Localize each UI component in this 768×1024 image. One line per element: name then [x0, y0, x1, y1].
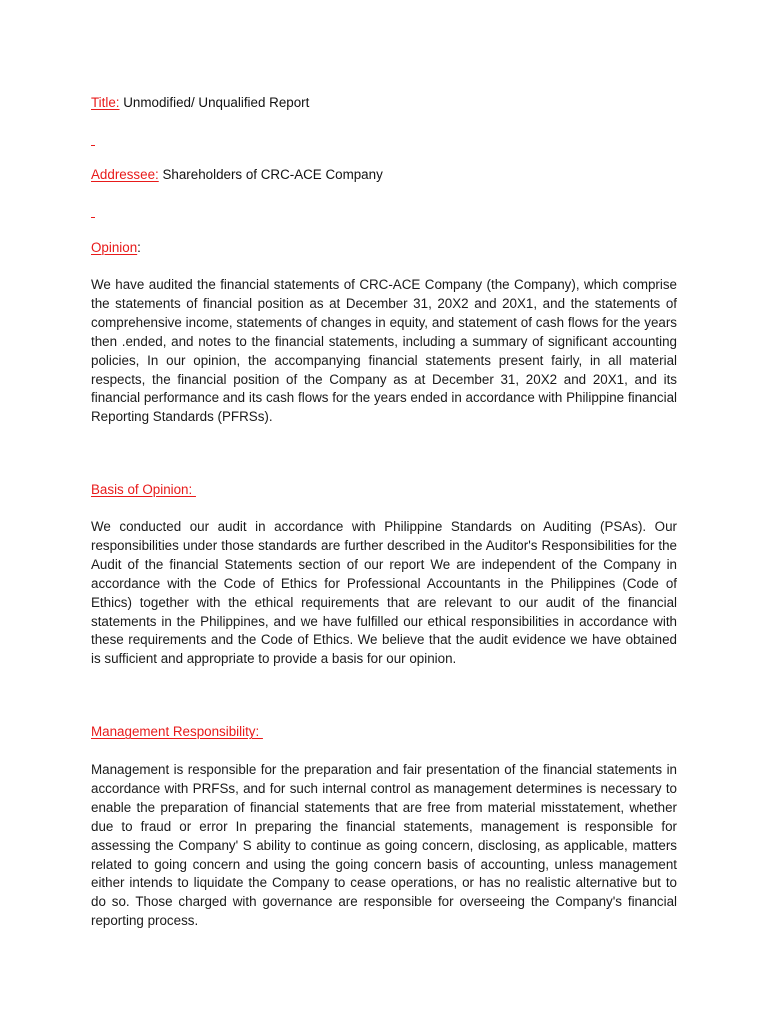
opinion-paragraph: We have audited the financial statements of CRC-ACE Company (the Company), which comprise the statements of financial position as at December 31, 20X2 and 20X1, and the statements of comprehensive income, statements of changes in equity, and statement of cash flows for the years then .ended, and notes to the financial statements, including a summary of significant accounting policies, In our opinion, the accompanying financial statements present fairly, in all material respects, the financial position of the Company as at December 31, 20X2 and 20X1, and its financial performance and its cash flows for the years ended in accordance with Philippine financial Reporting Standards (PFRSs).	[91, 277, 677, 425]
management-paragraph: Management is responsible for the preparation and fair presentation of the financial statements in accordance with PRFSs, and for such internal control as management determines is necessary to enable the preparation of financial statements that are free from material misstatement, whether due to fraud or error In preparing the financial statements, management is responsible for assessing the Company' S ability to continue as going concern, disclosing, as applicable, matters related to going concern and using the going concern basis of accounting, unless management either intends to liquidate the Company to cease operations, or has no realistic alternative but to do so. Those charged with governance are responsible for overseeing the Company's financial reporting process.	[91, 762, 677, 929]
management-label: Management Responsibility:	[91, 724, 263, 739]
title-line	[91, 95, 309, 111]
title-label: Title:	[91, 95, 120, 110]
basis-paragraph: We conducted our audit in accordance with Philippine Standards on Auditing (PSAs). Our responsibilities under those standards are further described in the Auditor's Responsibilities for the Audit of the financial Statements section of our report We are independent of the Company in accordance with the Code of Ethics for Professional Accountants in the Philippines (Code of Ethics) together with the ethical requirements that are relevant to our audit of the financial statements in the Philippines, and we have fulfilled our ethical responsibilities in accordance with these requirements and the Code of Ethics. We believe that the audit evidence we have obtained is sufficient and appropriate to provide a basis for our opinion.	[91, 519, 677, 667]
addressee-label: Addressee:	[91, 167, 159, 182]
empty-underlined-line	[91, 217, 95, 218]
opinion-label: Opinion	[91, 240, 138, 255]
addressee-line	[91, 167, 383, 183]
addressee-value: Shareholders of CRC-ACE Company	[158, 167, 383, 182]
title-value: Unmodified/ Unqualified Report	[119, 95, 310, 110]
basis-heading	[91, 482, 196, 498]
opinion-suffix: :	[137, 240, 141, 255]
basis-label: Basis of Opinion:	[91, 482, 196, 497]
management-heading	[91, 724, 263, 740]
empty-underlined-line	[91, 145, 95, 146]
opinion-heading	[91, 240, 141, 256]
